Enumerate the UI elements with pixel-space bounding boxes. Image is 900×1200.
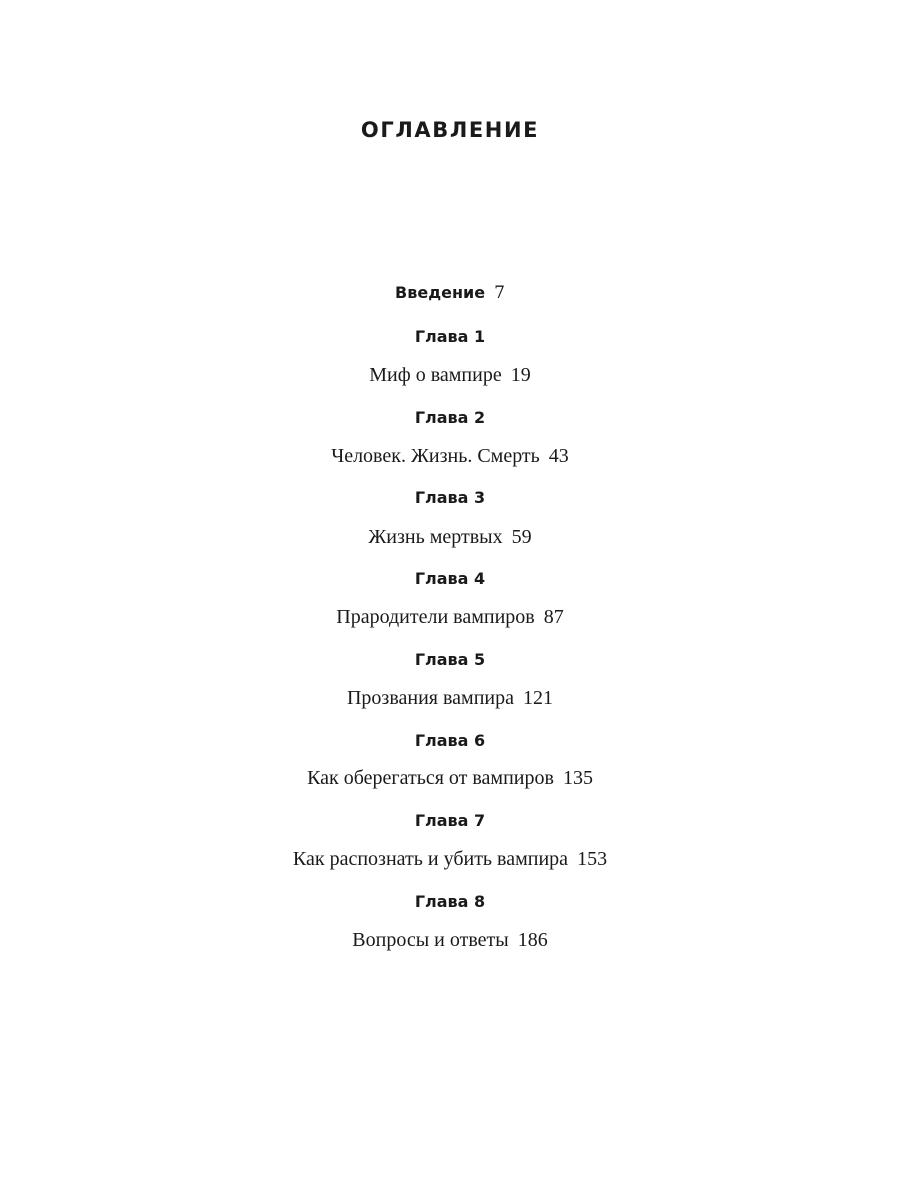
chapter-4-heading: Глава 4 xyxy=(414,569,486,588)
chapter-3-entry xyxy=(0,523,900,551)
chapter-7-page-number: 153 xyxy=(577,848,608,870)
toc-title: ОГЛАВЛЕНИЕ xyxy=(360,118,540,142)
chapter-1-heading: Глава 1 xyxy=(414,327,486,346)
chapter-2-entry xyxy=(0,442,900,470)
chapter-4-entry xyxy=(0,603,900,631)
chapter-2-page-number: 43 xyxy=(548,445,569,467)
chapter-1-title: Миф о вампире xyxy=(369,364,502,386)
chapter-5-title: Прозвания вампира xyxy=(346,687,514,709)
chapter-2-heading: Глава 2 xyxy=(414,408,486,427)
chapter-6-heading: Глава 6 xyxy=(414,731,486,750)
intro-page-number: 7 xyxy=(494,283,505,303)
chapter-5-heading: Глава 5 xyxy=(414,650,486,669)
chapter-7-heading: Глава 7 xyxy=(414,811,486,830)
chapter-4-title: Прародители вампиров xyxy=(336,606,535,628)
chapter-1-page-number: 19 xyxy=(510,364,531,386)
chapter-5-entry xyxy=(0,684,900,712)
toc-intro-entry xyxy=(0,279,900,307)
chapter-7-entry xyxy=(0,845,900,873)
chapter-7-title: Как распознать и убить вампира xyxy=(292,848,569,870)
chapter-3-page-number: 59 xyxy=(511,526,532,548)
chapter-4-page-number: 87 xyxy=(543,606,564,628)
chapter-8-page-number: 186 xyxy=(517,929,548,951)
chapter-3-title: Жизнь мертвых xyxy=(368,526,503,548)
chapter-6-entry xyxy=(0,764,900,792)
chapter-6-page-number: 135 xyxy=(562,767,593,789)
chapter-8-title: Вопросы и ответы xyxy=(352,929,509,951)
chapter-8-entry xyxy=(0,926,900,954)
chapter-6-title: Как оберегаться от вампиров xyxy=(307,767,554,789)
chapter-3-heading: Глава 3 xyxy=(414,488,486,507)
intro-label: Введение xyxy=(395,283,486,302)
chapter-2-title: Человек. Жизнь. Смерть xyxy=(331,445,540,467)
chapter-1-entry xyxy=(0,361,900,389)
chapter-8-heading: Глава 8 xyxy=(414,892,486,911)
chapter-5-page-number: 121 xyxy=(523,687,553,709)
